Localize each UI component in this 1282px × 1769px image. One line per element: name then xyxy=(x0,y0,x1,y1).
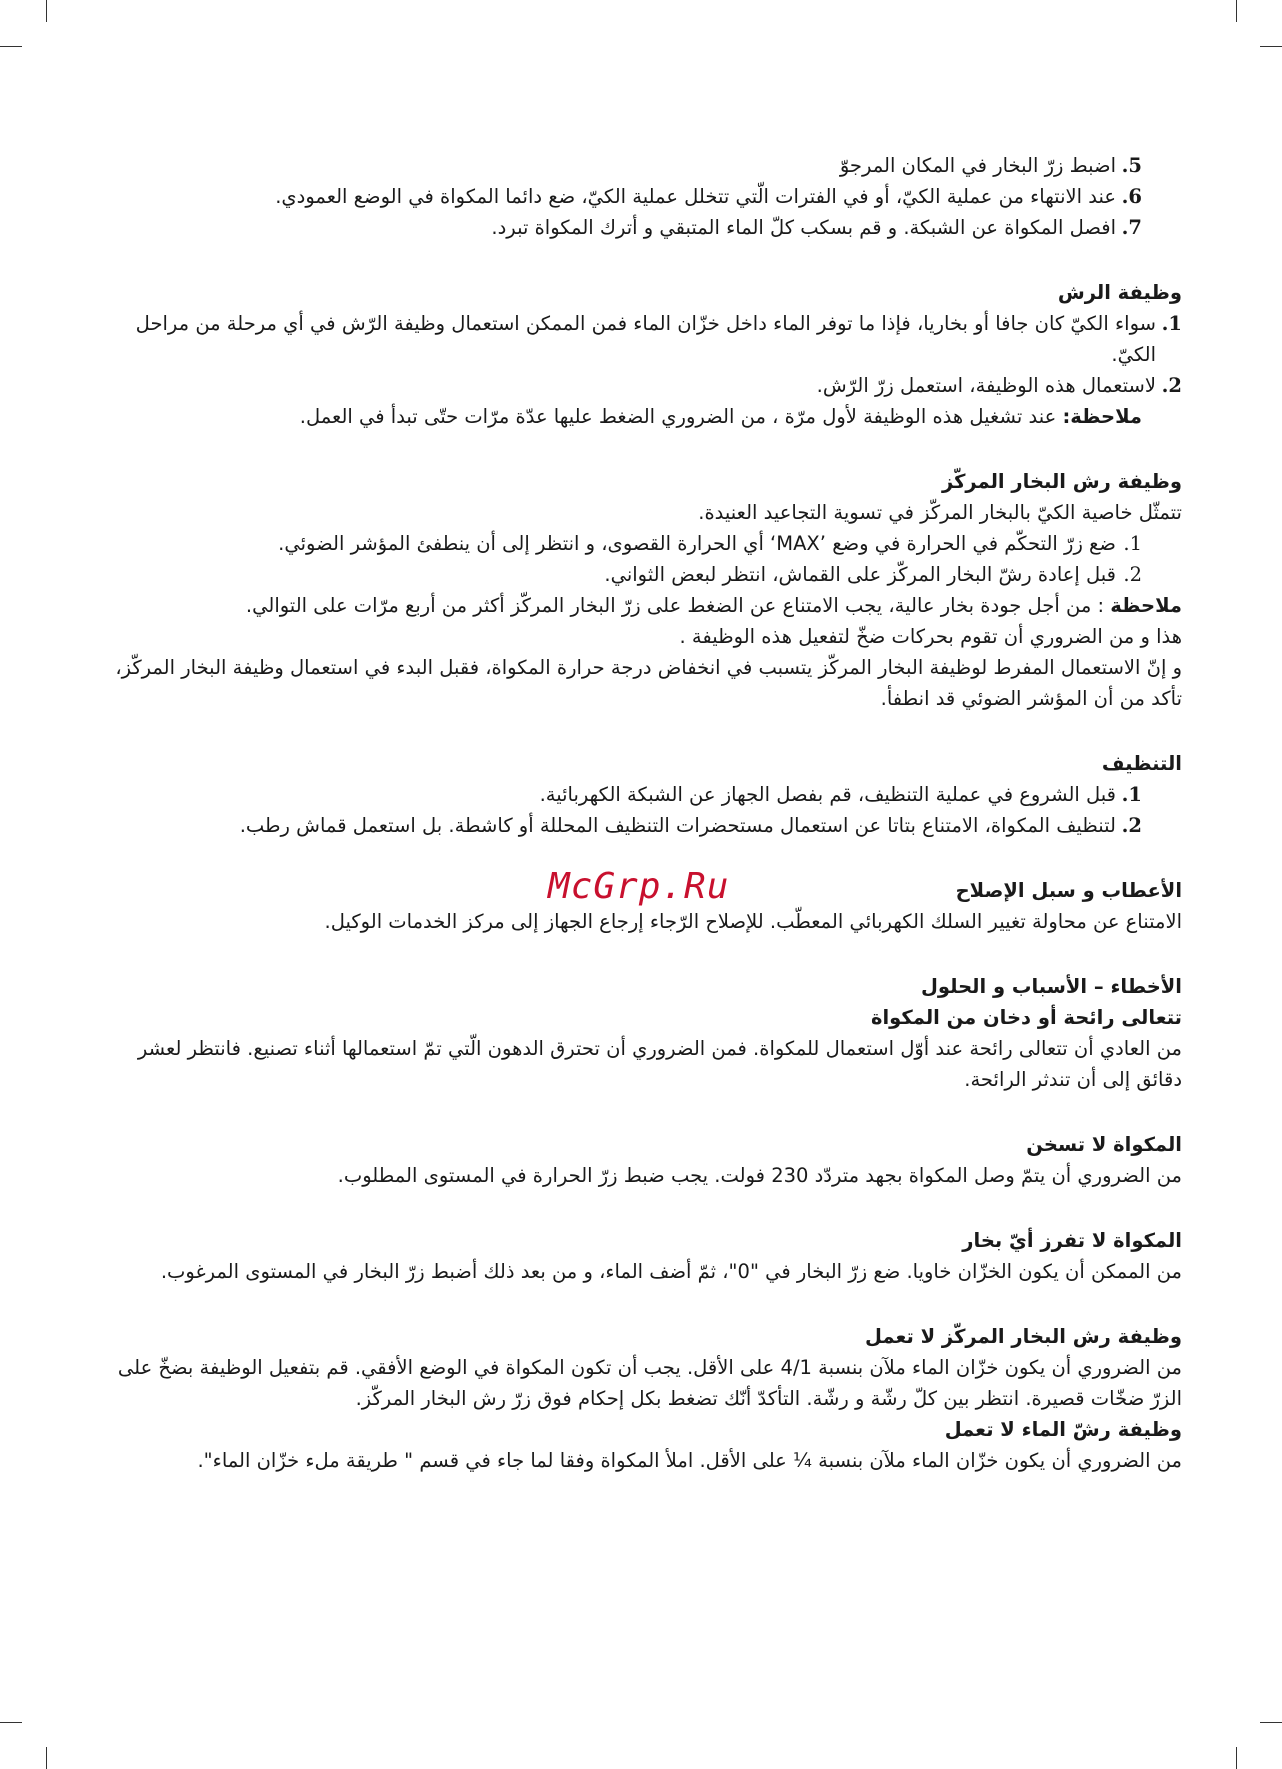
item-text: قبل الشروع في عملية التنظيف، قم بفصل الجهاز عن الشبكة الكهربائية. xyxy=(539,783,1116,806)
item-text: لتنظيف المكواة، الامتناع بتاتا عن استعمال مستحضرات التنظيف المحللة أو كاشطة. بل استعمل قماش رطب. xyxy=(239,814,1116,837)
crop-mark xyxy=(46,1747,47,1769)
cleaning-section xyxy=(100,748,1182,841)
crop-mark xyxy=(0,46,22,47)
section-intro: تتمثّل خاصية الكيّ بالبخار المركّز في تسوية التجاعيد العنيدة. xyxy=(698,501,1182,524)
list-item xyxy=(100,559,1142,590)
item-number: 2. xyxy=(1121,814,1142,837)
crop-mark xyxy=(1236,0,1237,22)
item-number: 2. xyxy=(1161,374,1182,397)
section-text: من العادي أن تتعالى رائحة عند أوّل استعمال للمكواة. فمن الضروري أن تحترق الدهون الّتي تمّ استعمالها أثناء تصنيع. فانتظر لعشر دقائق إلى أن تندثر الرائحة. xyxy=(137,1037,1182,1091)
manual-page xyxy=(100,150,1182,1476)
section-heading: الأعطاب و سبل الإصلاح xyxy=(955,879,1182,902)
no-steam-section xyxy=(100,1225,1182,1287)
item-text: ضع زرّ التحكّم في الحرارة في وضع ’MAX‘ أي الحرارة القصوى، و انتظر إلى أن ينطفئ المؤشر الضوئي. xyxy=(278,532,1116,555)
burst-list xyxy=(100,528,1142,590)
item-text: افصل المكواة عن الشبكة. و قم بسكب كلّ الماء المتبقي و أترك المكواة تبرد. xyxy=(491,216,1116,239)
list-item xyxy=(100,181,1142,212)
spray-list xyxy=(100,308,1182,401)
burst-section xyxy=(100,466,1182,714)
item-text: اضبط زرّ البخار في المكان المرجوّ xyxy=(839,154,1116,177)
section-text: الامتناع عن محاولة تغيير السلك الكهربائي المعطّب. للإصلاح الرّجاء إرجاع الجهاز إلى مركز الخدمات الوكيل. xyxy=(324,910,1182,933)
list-item xyxy=(100,810,1142,841)
item-text: قبل إعادة رشّ البخار المركّز على القماش، انتظر لبعض الثواني. xyxy=(604,563,1116,586)
note-label: ملاحظة: xyxy=(1062,405,1142,428)
subsection-heading: المكواة لا تفرز أيّ بخار xyxy=(962,1229,1182,1252)
section-heading: الأخطاء – الأسباب و الحلول xyxy=(921,975,1182,998)
section-heading: وظيفة رش البخار المركّز xyxy=(941,470,1182,493)
crop-mark xyxy=(1260,1722,1282,1723)
troubleshoot-section xyxy=(100,971,1182,1095)
cleaning-list xyxy=(100,779,1142,841)
note-line: و إنّ الاستعمال المفرط لوظيفة البخار المركّز يتسبب في انخفاض درجة حرارة المكواة، فقبل البدء في استعمال وظيفة البخار المركّز، تأكد من أن المؤشر الضوئي قد انطفأ. xyxy=(115,656,1182,710)
crop-mark xyxy=(46,0,47,22)
note-text: عند تشغيل هذه الوظيفة لأول مرّة ، من الضروري الضغط عليها عدّة مرّات حتّى تبدأ في العمل. xyxy=(299,405,1063,428)
crop-mark xyxy=(0,1722,22,1723)
item-number: 1. xyxy=(1123,532,1142,555)
item-number: 7. xyxy=(1121,216,1142,239)
item-number: 1. xyxy=(1121,783,1142,806)
item-number: 6. xyxy=(1121,185,1142,208)
subsection-heading: وظيفة رشّ الماء لا تعمل xyxy=(944,1418,1182,1441)
not-heating-section xyxy=(100,1129,1182,1191)
section-text: من الضروري أن يكون خزّان الماء ملآن بنسبة 4/1 على الأقل. يجب أن تكون المكواة في الوضع الأفقي. قم بتفعيل الوظيفة بضخّ على الزرّ ضخّات قصيرة. انتظر بين كلّ رشّة و رشّة. التأكدّ أنّك تضغط بكل إحكام فوق زرّ رش البخار المركّز. xyxy=(117,1356,1182,1410)
note xyxy=(100,401,1142,432)
note-text: : من أجل جودة بخار عالية، يجب الامتناع عن الضغط على زرّ البخار المركّز أكثر من أربع مرّات على التوالي. xyxy=(245,594,1111,617)
list-item xyxy=(100,528,1142,559)
subsection-heading: وظيفة رش البخار المركّز لا تعمل xyxy=(865,1325,1182,1348)
crop-mark xyxy=(1260,46,1282,47)
list-item xyxy=(100,150,1142,181)
item-text: سواء الكيّ كان جافا أو بخاريا، فإذا ما توفر الماء داخل خزّان الماء فمن الممكن استعمال وظيفة الرّش في أي مرحلة من مراحل الكيّ. xyxy=(135,312,1156,366)
subsection-heading: تتعالى رائحة أو دخان من المكواة xyxy=(870,1006,1182,1029)
steps-top-list xyxy=(100,150,1142,243)
item-number: 1. xyxy=(1161,312,1182,335)
spray-fail-section xyxy=(100,1414,1182,1476)
item-number: 2. xyxy=(1123,563,1142,586)
section-text: من الممكن أن يكون الخزّان خاويا. ضع زرّ البخار في "0"، ثمّ أضف الماء، و من بعد ذلك أضبط زرّ البخار في المستوى المرغوب. xyxy=(160,1260,1182,1283)
spray-section xyxy=(100,277,1182,432)
note-label: ملاحظة xyxy=(1110,594,1182,617)
watermark-text: McGrp.Ru xyxy=(548,866,730,907)
crop-mark xyxy=(1236,1747,1237,1769)
steps-top xyxy=(100,150,1182,243)
list-item xyxy=(100,308,1182,370)
subsection-heading: المكواة لا تسخن xyxy=(1026,1133,1182,1156)
note xyxy=(100,590,1182,621)
section-heading: وظيفة الرش xyxy=(1057,281,1182,304)
section-text: من الضروري أن يكون خزّان الماء ملآن بنسبة ¼ على الأقل. املأ المكواة وفقا لما جاء في قسم " طريقة ملء خزّان الماء". xyxy=(197,1449,1182,1472)
list-item xyxy=(100,212,1142,243)
note-line: هذا و من الضروري أن تقوم بحركات ضخّ لتفعيل هذه الوظيفة . xyxy=(679,625,1182,648)
section-heading: التنظيف xyxy=(1101,752,1182,775)
list-item xyxy=(100,370,1182,401)
section-text: من الضروري أن يتمّ وصل المكواة بجهد متردّد 230 فولت. يجب ضبط زرّ الحرارة في المستوى المطلوب. xyxy=(337,1164,1182,1187)
list-item xyxy=(100,779,1142,810)
item-number: 5. xyxy=(1121,154,1142,177)
item-text: عند الانتهاء من عملية الكيّ، أو في الفترات الّتي تتخلل عملية الكيّ، ضع دائما المكواة في الوضع العمودي. xyxy=(275,185,1116,208)
burst-fail-section xyxy=(100,1321,1182,1414)
item-text: لاستعمال هذه الوظيفة، استعمل زرّ الرّش. xyxy=(816,374,1156,397)
